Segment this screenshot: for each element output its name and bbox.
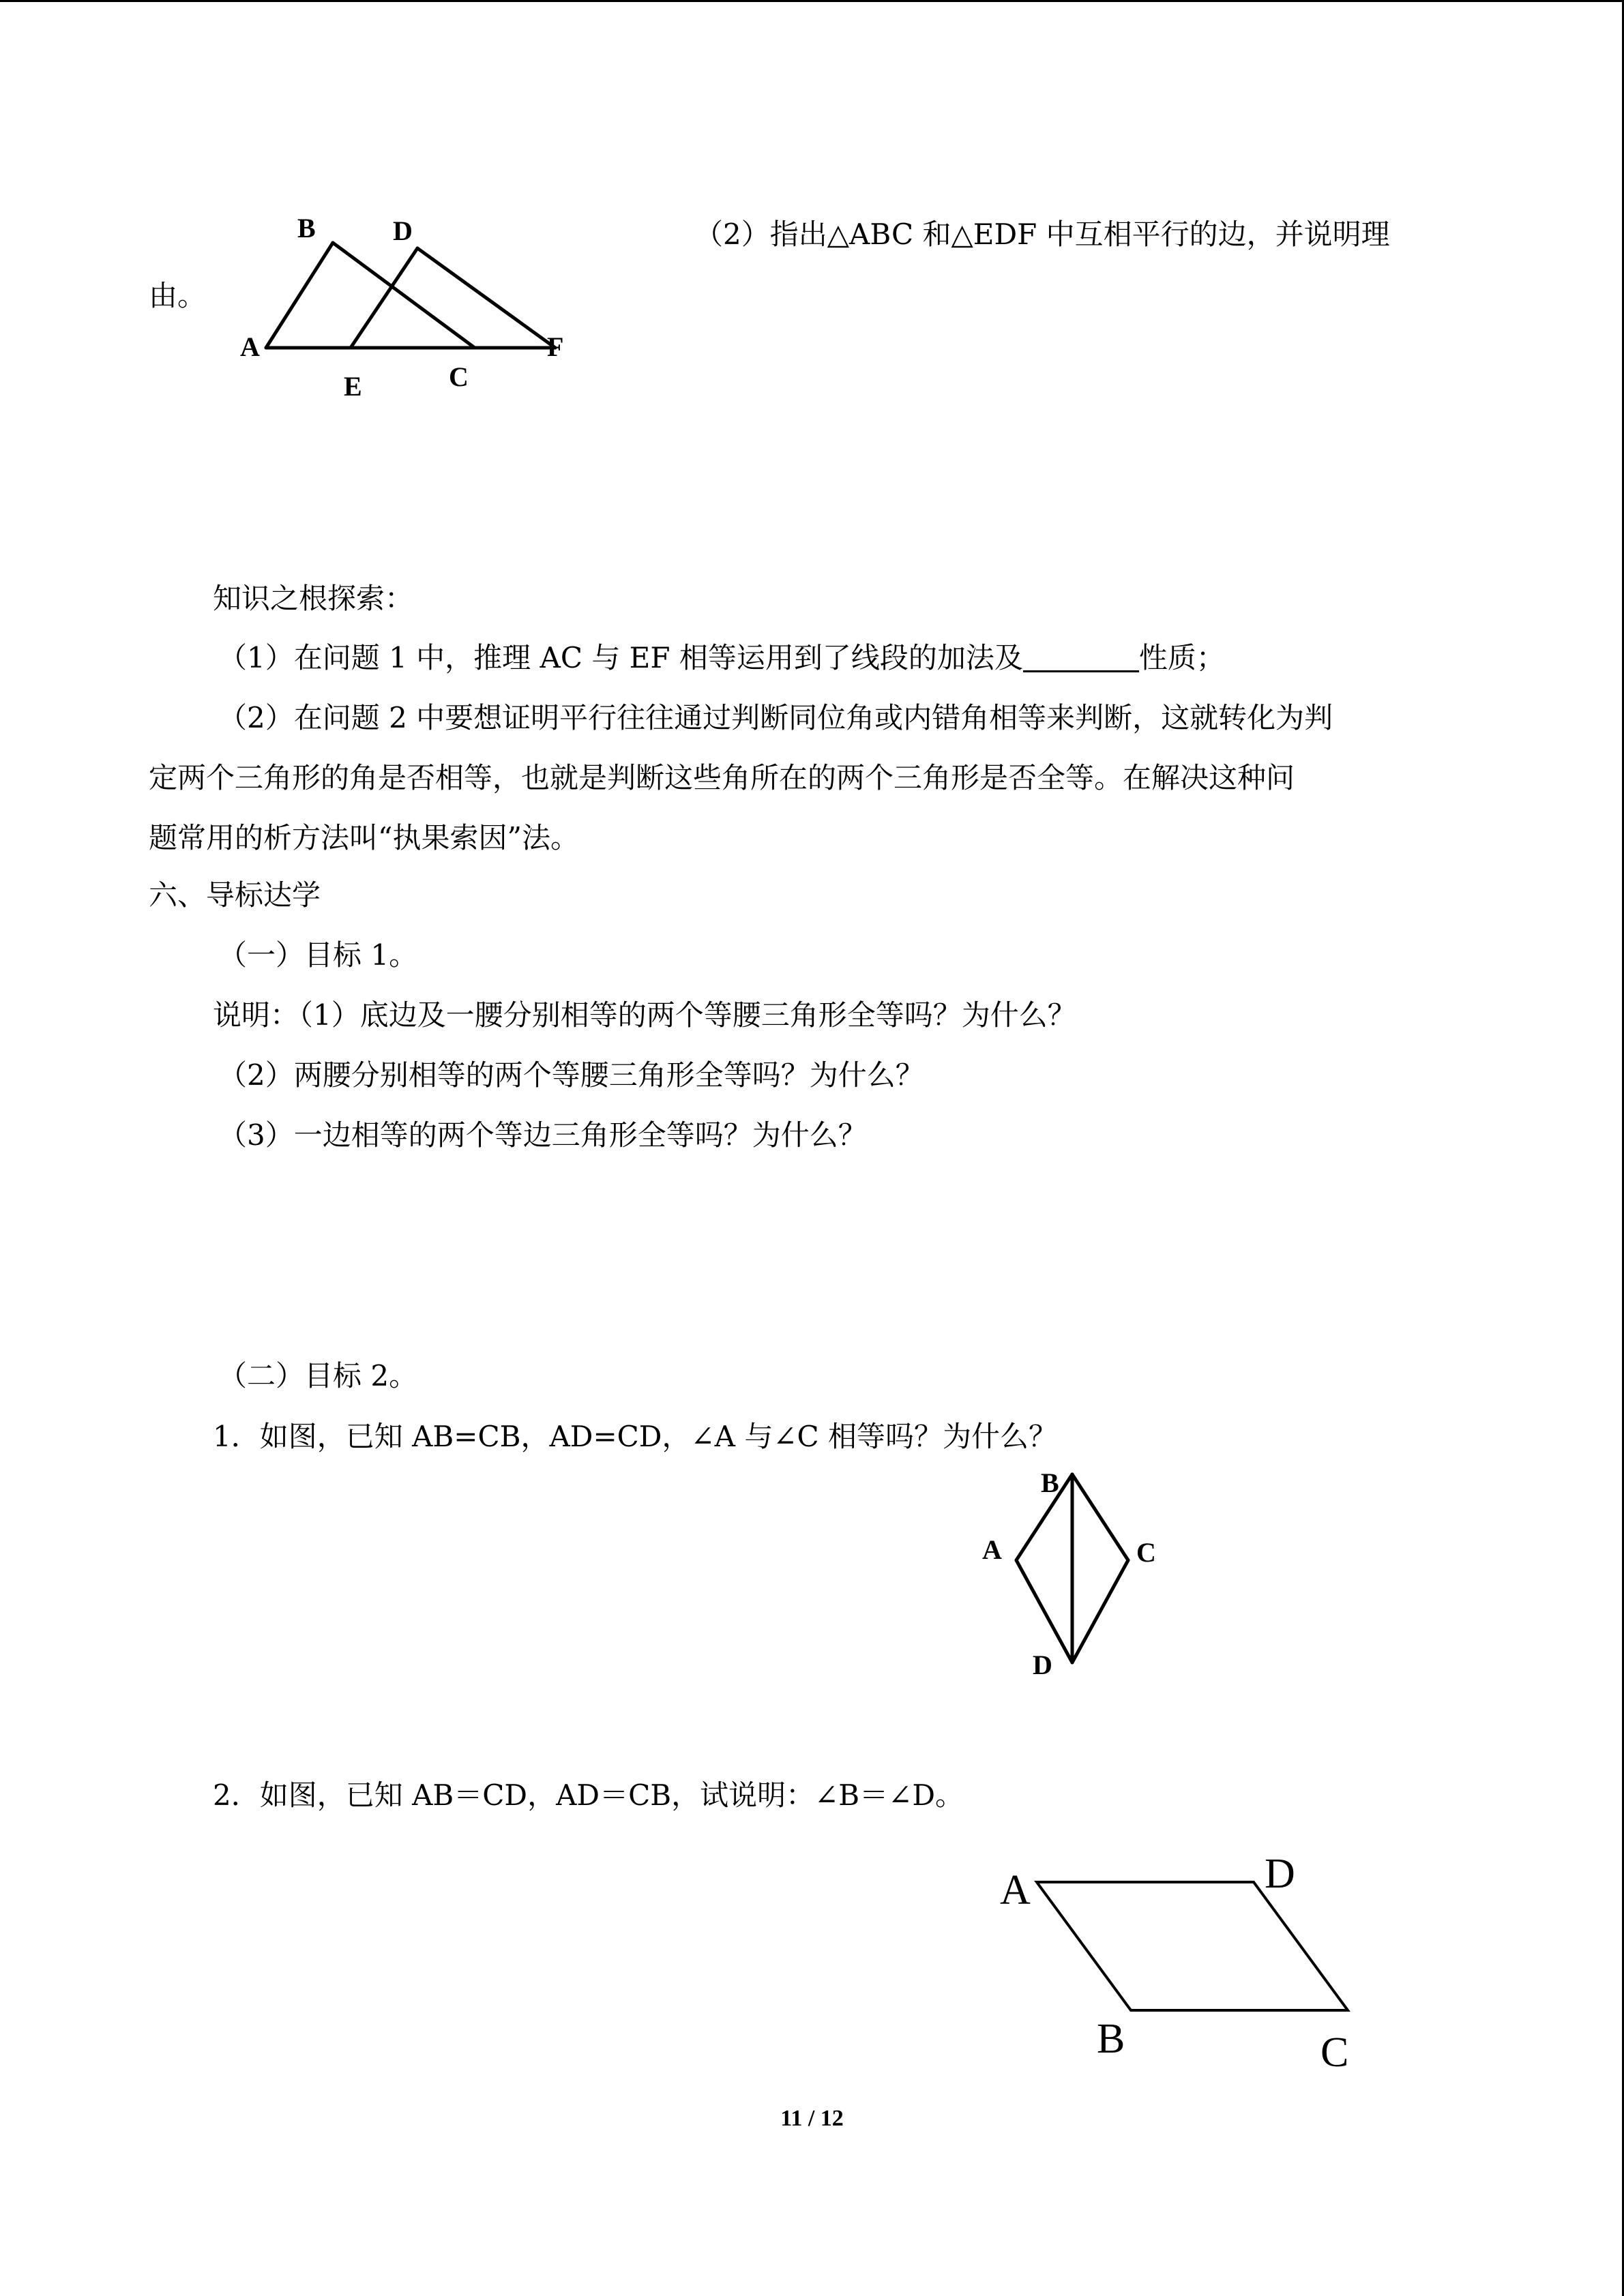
kite-label-c: C: [1136, 1537, 1156, 1568]
knowledge-item1-text: （1）在问题 1 中，推理 AC 与 EF 相等运用到了线段的加法及: [218, 641, 1023, 674]
figure-parallelogram-abcd: [989, 1848, 1371, 2080]
kite-label-b: B: [1041, 1467, 1059, 1498]
page-number: 11 / 12: [780, 2106, 844, 2131]
figure-kite-abcd: [975, 1459, 1166, 1684]
para-label-b: B: [1097, 2016, 1125, 2062]
problem2-line1: （2）指出△ABC 和△EDF 中互相平行的边，并说明理: [694, 218, 1390, 251]
knowledge-item1-suffix: 性质；: [1138, 641, 1225, 674]
goal2-q2: 2．如图，已知 AB＝CD，AD＝CB，试说明：∠B＝∠D。: [213, 1778, 964, 1812]
problem2-line2: 由。: [149, 279, 207, 312]
goal1-q2: （2）两腰分别相等的两个等腰三角形全等吗？为什么？: [218, 1058, 924, 1092]
label-d: D: [393, 215, 413, 246]
knowledge-title: 知识之根探索：: [213, 582, 414, 615]
kite-label-d: D: [1033, 1650, 1052, 1680]
goal2-title: （二）目标 2。: [218, 1359, 418, 1392]
label-e: E: [344, 371, 362, 402]
goal2-q1: 1．如图，已知 AB=CB，AD=CD，∠A 与∠C 相等吗？为什么？: [213, 1420, 1058, 1453]
knowledge-item2-line2: 定两个三角形的角是否相等，也就是判断这些角所在的两个三角形是否全等。在解决这种问: [149, 761, 1295, 794]
label-f: F: [547, 331, 564, 362]
para-label-a: A: [1000, 1867, 1031, 1913]
goal1-title: （一）目标 1。: [218, 938, 418, 972]
kite-label-a: A: [982, 1534, 1002, 1565]
knowledge-item1: [218, 643, 1225, 672]
goal1-q3: （3）一边相等的两个等边三角形全等吗？为什么？: [218, 1118, 867, 1152]
label-a: A: [240, 331, 260, 362]
fill-in-blank: [1023, 643, 1139, 672]
goal1-q1: 说明：（1）底边及一腰分别相等的两个等腰三角形全等吗？为什么？: [213, 998, 1076, 1032]
label-b: B: [297, 213, 316, 243]
knowledge-item2-line1: （2）在问题 2 中要想证明平行往往通过判断同位角或内错角相等来判断，这就转化为判: [218, 701, 1333, 734]
para-label-c: C: [1320, 2029, 1349, 2076]
label-c: C: [449, 361, 469, 392]
section6-title: 六、导标达学: [149, 878, 321, 912]
para-label-d: D: [1265, 1851, 1295, 1897]
figure-triangles-abc-edf: [232, 205, 587, 409]
knowledge-item2-line3: 题常用的析方法叫“执果索因”法。: [149, 821, 579, 854]
